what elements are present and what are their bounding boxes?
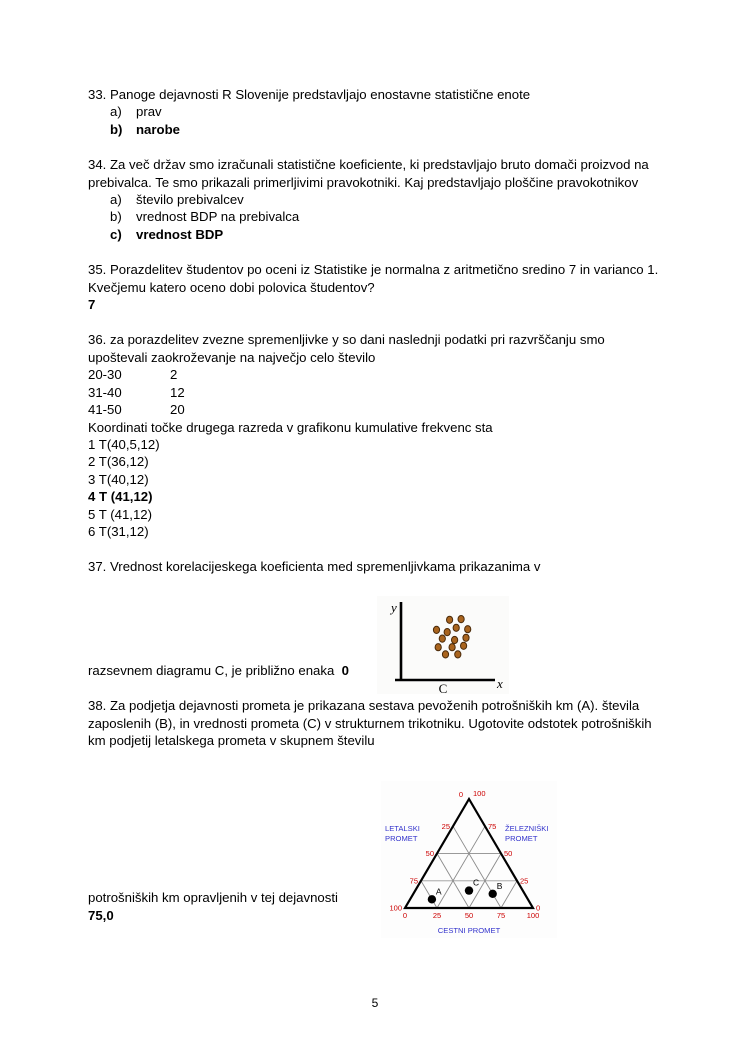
scatter-point bbox=[465, 626, 471, 633]
choice-1: 1 T(40,5,12) bbox=[88, 436, 160, 452]
question-38 bbox=[88, 697, 660, 924]
question-38-tail: potrošniških km opravljenih v tej dejavnosti bbox=[88, 890, 338, 906]
option-b-text: vrednost BDP na prebivalca bbox=[136, 209, 300, 225]
frequency: 12 bbox=[170, 384, 185, 400]
ternary-tick-label: 0 bbox=[536, 903, 541, 913]
ternary-axis-label: LETALSKI bbox=[385, 824, 420, 833]
question-37-text: 37. Vrednost korelacijeskega koeficienta med spremenljivkama prikazanima v bbox=[88, 559, 541, 575]
y-axis-label: y bbox=[391, 600, 397, 615]
ternary-tick-label: 25 bbox=[441, 821, 450, 831]
question-34-text: 34. Za več držav smo izračunali statistične koeficiente, ki predstavljajo bruto domači proizvod na prebivalca. Te smo prikazali primerljivimi pravokotniki. Kaj predstavljajo ploščine pravokotnikov bbox=[88, 157, 649, 190]
table-row bbox=[88, 401, 660, 418]
question-33 bbox=[88, 86, 660, 138]
option-a-text: prav bbox=[136, 104, 162, 120]
option-a bbox=[88, 191, 660, 208]
ternary-point-marker bbox=[489, 890, 497, 898]
option-c-label: c) bbox=[110, 226, 122, 242]
scatter-diagram-svg bbox=[377, 596, 509, 694]
question-36-text: 36. za porazdelitev zvezne spremenljivke y so dani naslednji podatki pri razvrščanju smo upoštevali zaokroževanje na največjo celo število bbox=[88, 332, 605, 365]
choice-3: 3 T(40,12) bbox=[88, 471, 149, 487]
scatter-point bbox=[439, 635, 445, 642]
frequency: 2 bbox=[170, 367, 178, 383]
option-b-label: b) bbox=[110, 209, 122, 225]
option-c bbox=[88, 226, 660, 243]
question-36-subtext: Koordinati točke drugega razreda v grafikonu kumulative frekvenc sta bbox=[88, 419, 493, 435]
ternary-tick-label: 50 bbox=[504, 849, 513, 858]
ternary-tick-label: 50 bbox=[425, 849, 434, 858]
option-b-label: b) bbox=[110, 121, 123, 137]
question-35-text: 35. Porazdelitev študentov po oceni iz Statistike je normalna z aritmetično sredino 7 in varianco 1. Kvečjemu katero oceno dobi polovica študentov? bbox=[88, 262, 659, 295]
scatter-point bbox=[449, 644, 455, 651]
option-a-label: a) bbox=[110, 192, 122, 208]
choice-5: 5 T (41,12) bbox=[88, 506, 153, 522]
question-35-answer: 7 bbox=[88, 297, 96, 313]
scatter-point bbox=[452, 636, 458, 643]
option-b-text: narobe bbox=[136, 121, 180, 137]
ternary-tick-label: 25 bbox=[520, 876, 529, 886]
frequency: 20 bbox=[170, 402, 185, 418]
option-a bbox=[88, 103, 660, 120]
scatter-point bbox=[435, 644, 441, 651]
question-34-options bbox=[88, 191, 660, 243]
ternary-point-label: A bbox=[435, 886, 442, 897]
ternary-tick-label: 75 bbox=[409, 876, 418, 886]
ternary-point-marker bbox=[428, 895, 436, 903]
class-interval: 31-40 bbox=[88, 384, 122, 400]
choice-6: 6 T(31,12) bbox=[88, 523, 149, 539]
ternary-axis-label: ŽELEZNIŠKI bbox=[505, 824, 549, 833]
option-b bbox=[88, 208, 660, 225]
scatter-point bbox=[463, 634, 469, 641]
question-38-text: 38. Za podjetja dejavnosti prometa je prikazana sestava pevoženih potrošniških km (A). števila zaposlenih (B), in vrednosti prometa (C) v strukturnem trikotniku. Ugotovite odstotek potrošniških km podjetij letalskega prometa v skupnem številu bbox=[88, 698, 652, 748]
question-37-tail-text: razsevnem diagramu C, je približno enaka bbox=[88, 662, 335, 678]
class-interval: 41-50 bbox=[88, 402, 122, 418]
ternary-tick-label: 50 bbox=[464, 911, 474, 920]
ternary-tick-label: 0 bbox=[458, 790, 463, 799]
table-row bbox=[88, 366, 660, 383]
choice-4: 4 T (41,12) bbox=[88, 489, 153, 505]
scatter-diagram-figure bbox=[377, 596, 509, 694]
question-34 bbox=[88, 156, 660, 243]
question-36 bbox=[88, 331, 660, 540]
question-37-answer: 0 bbox=[341, 662, 349, 678]
option-c-text: vrednost BDP bbox=[136, 226, 224, 242]
class-interval: 20-30 bbox=[88, 367, 122, 383]
ternary-tick-label: 100 bbox=[526, 911, 540, 920]
ternary-tick-label: 100 bbox=[473, 789, 486, 798]
ternary-axis-label: CESTNI PROMET bbox=[437, 926, 501, 935]
scatter-point bbox=[455, 651, 461, 658]
table-row bbox=[88, 384, 660, 401]
question-38-answer: 75,0 bbox=[88, 907, 114, 923]
scatter-point bbox=[458, 616, 464, 623]
ternary-tick-label: 75 bbox=[488, 821, 497, 831]
figure-space-ternary bbox=[88, 749, 660, 889]
question-37 bbox=[88, 558, 660, 679]
ternary-axis-label: PROMET bbox=[385, 834, 418, 843]
ternary-axis-label: PROMET bbox=[505, 834, 538, 843]
ternary-point-marker bbox=[465, 886, 473, 894]
question-37-tail bbox=[88, 662, 660, 679]
scatter-point bbox=[433, 626, 439, 633]
ternary-tick-label: 100 bbox=[389, 903, 402, 913]
question-33-options bbox=[88, 103, 660, 138]
scatter-caption: C bbox=[438, 681, 448, 694]
ternary-point-label: C bbox=[473, 877, 480, 888]
scatter-point bbox=[442, 651, 448, 658]
page-number: 5 bbox=[371, 996, 379, 1010]
ternary-tick-label: 25 bbox=[432, 911, 442, 920]
option-b bbox=[88, 121, 660, 138]
question-33-text: 33. Panoge dejavnosti R Slovenije predstavljajo enostavne statistične enote bbox=[88, 87, 531, 102]
scatter-point bbox=[453, 624, 459, 631]
ternary-tick-label: 0 bbox=[402, 911, 408, 920]
ternary-diagram-svg bbox=[381, 781, 557, 938]
scatter-point bbox=[444, 629, 450, 636]
page-content bbox=[88, 86, 660, 942]
ternary-diagram-figure bbox=[381, 781, 557, 938]
question-35 bbox=[88, 261, 660, 313]
ternary-tick-label: 75 bbox=[496, 911, 506, 920]
x-axis-label: x bbox=[497, 676, 503, 691]
option-a-label: a) bbox=[110, 104, 122, 120]
scatter-point bbox=[447, 616, 453, 623]
option-a-text: število prebivalcev bbox=[136, 192, 244, 208]
ternary-point-label: B bbox=[496, 880, 503, 891]
figure-space-scatter bbox=[88, 576, 660, 662]
choice-2: 2 T(36,12) bbox=[88, 454, 149, 470]
scatter-point bbox=[461, 642, 467, 649]
